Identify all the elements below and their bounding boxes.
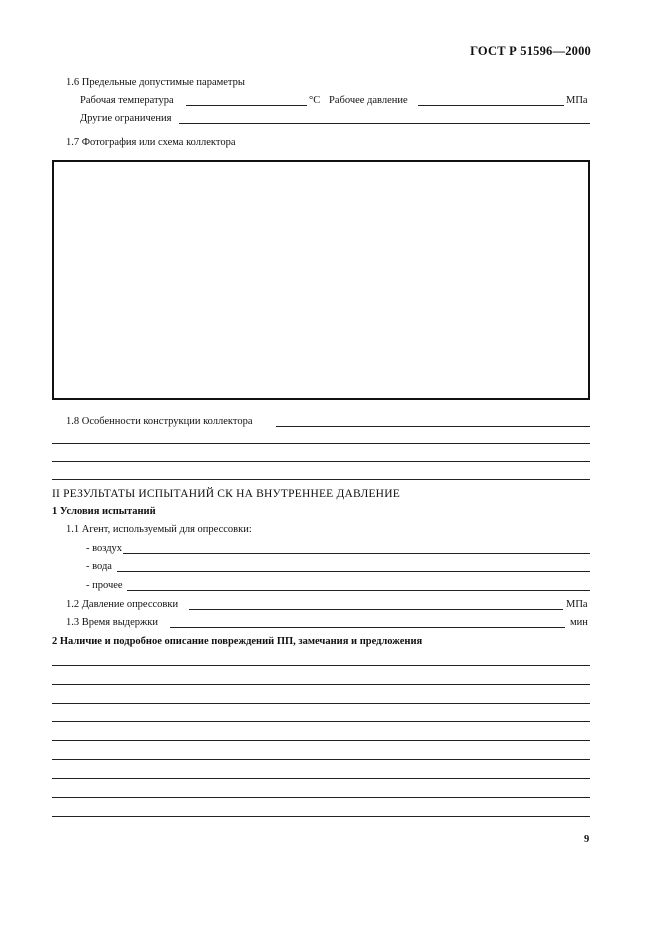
test-pressure-unit: МПа bbox=[566, 599, 588, 610]
section-1-6-title: 1.6 Предельные допустимые параметры bbox=[66, 77, 245, 88]
work-pressure-label: Рабочее давление bbox=[329, 95, 408, 106]
damage-line-6[interactable] bbox=[52, 759, 590, 760]
temp-unit: °C bbox=[309, 95, 321, 106]
pressurization-agent-label: 1.1 Агент, используемый для опрессовки: bbox=[66, 524, 252, 535]
hold-time-field[interactable] bbox=[170, 627, 565, 628]
design-features-line-4[interactable] bbox=[52, 479, 590, 480]
standard-code: ГОСТ Р 51596—2000 bbox=[470, 44, 591, 58]
design-features-line-2[interactable] bbox=[52, 443, 590, 444]
work-pressure-field[interactable] bbox=[418, 105, 564, 106]
damage-line-8[interactable] bbox=[52, 797, 590, 798]
work-temp-field[interactable] bbox=[186, 105, 307, 106]
damage-line-9[interactable] bbox=[52, 816, 590, 817]
damage-line-1[interactable] bbox=[52, 665, 590, 666]
agent-other-label: - прочее bbox=[86, 580, 123, 591]
agent-air-label: - воздух bbox=[86, 543, 123, 554]
other-limits-label: Другие ограничения bbox=[80, 113, 172, 124]
section-2-title: II РЕЗУЛЬТАТЫ ИСПЫТАНИЙ СК НА ВНУТРЕННЕЕ ДАВЛЕНИЕ bbox=[52, 488, 400, 500]
other-limits-field[interactable] bbox=[179, 123, 590, 124]
test-conditions-title: 1 Условия испытаний bbox=[52, 506, 156, 517]
damage-description-title: 2 Наличие и подробное описание повреждений ПП, замечания и предложения bbox=[52, 636, 423, 647]
test-pressure-label: 1.2 Давление опрессовки bbox=[66, 599, 179, 610]
design-features-line-3[interactable] bbox=[52, 461, 590, 462]
section-1-8-title: 1.8 Особенности конструкции коллектора bbox=[66, 416, 253, 427]
damage-line-2[interactable] bbox=[52, 684, 590, 685]
agent-water-field[interactable] bbox=[117, 571, 590, 572]
hold-time-unit: мин bbox=[570, 617, 588, 628]
work-temp-label: Рабочая температура bbox=[80, 95, 174, 106]
damage-line-3[interactable] bbox=[52, 703, 590, 704]
agent-air-field[interactable] bbox=[123, 553, 590, 554]
damage-line-4[interactable] bbox=[52, 721, 590, 722]
pressure-unit: МПа bbox=[566, 95, 588, 106]
test-pressure-field[interactable] bbox=[189, 609, 563, 610]
hold-time-label: 1.3 Время выдержки bbox=[66, 617, 159, 628]
damage-line-7[interactable] bbox=[52, 778, 590, 779]
design-features-line-1[interactable] bbox=[276, 426, 590, 427]
agent-water-label: - вода bbox=[86, 561, 112, 572]
section-1-7-title: 1.7 Фотография или схема коллектора bbox=[66, 137, 236, 148]
collector-photo-frame bbox=[52, 160, 590, 400]
page-number: 9 bbox=[584, 834, 590, 845]
agent-other-field[interactable] bbox=[127, 590, 590, 591]
damage-line-5[interactable] bbox=[52, 740, 590, 741]
